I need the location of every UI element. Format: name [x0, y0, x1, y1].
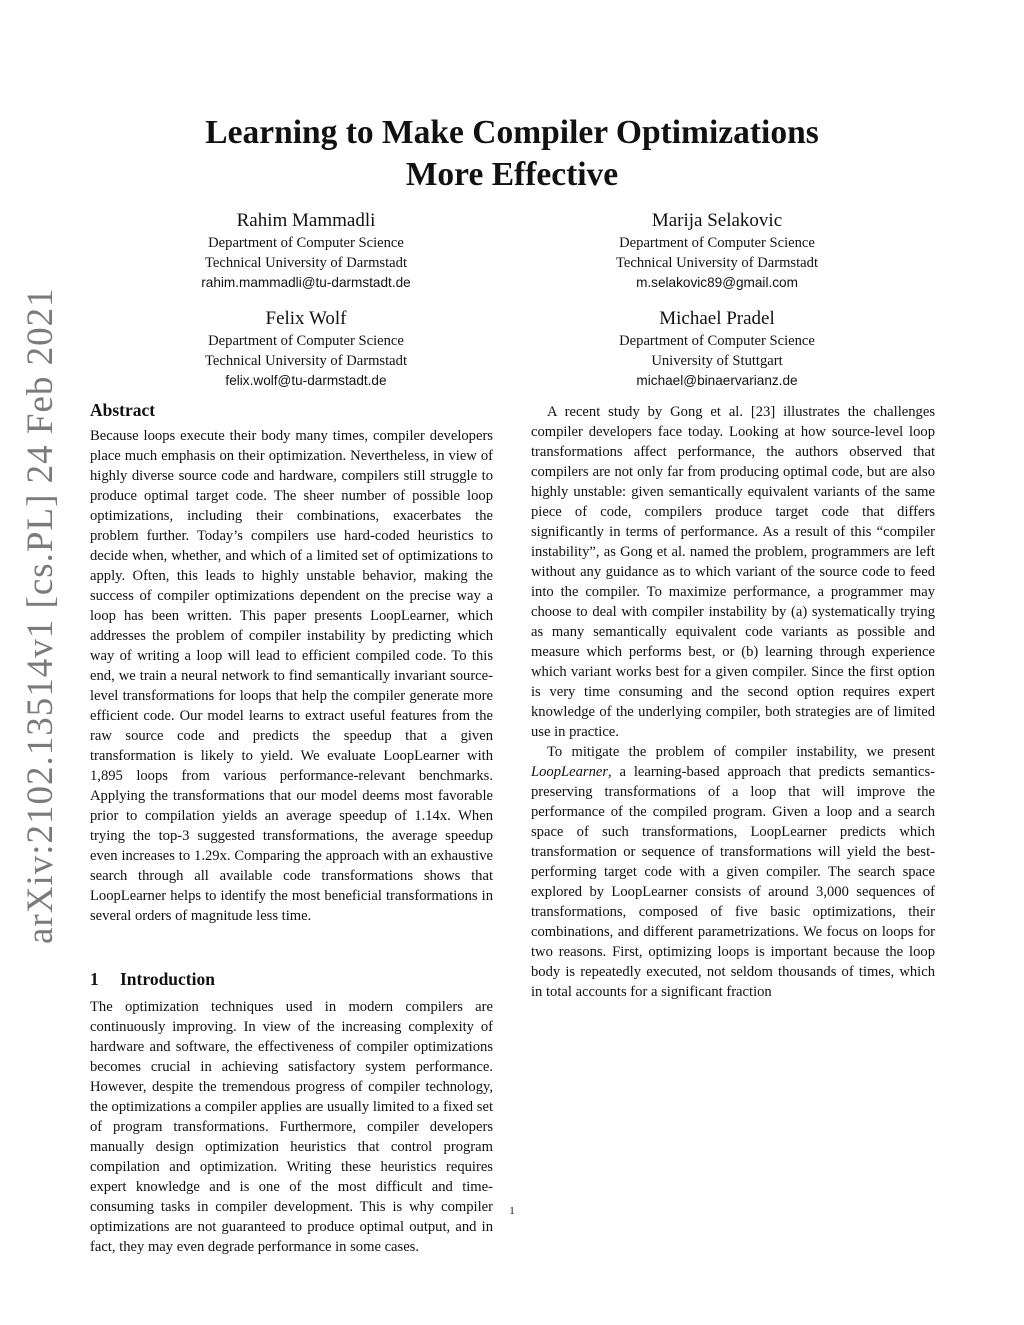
right-column [531, 402, 935, 1002]
author-email: michael@binaervarianz.de [636, 373, 798, 388]
section-title: Introduction [120, 969, 215, 989]
author-email: m.selakovic89@gmail.com [636, 275, 798, 290]
paragraph-text: , a learning-based approach that predicts semantics-preserving transformations of a loop that will improve the performance of the compiled program. Given a loop and a search space of such transformations, LoopLearner predicts which transformation or sequence of transformations will yield the best-performing target code with a given compiler. The search space explored by LoopLearner consists of around 3,000 sequences of transformations, composed of five basic optimizations, their combinations, and different parametrizations. We focus on loops for two reasons. First, optimizing loops is important because the loop body is repeatedly executed, not seldom thousands of times, which in total accounts for a significant fraction [531, 764, 935, 1000]
author-block-4 [507, 307, 927, 391]
author-block-3 [96, 307, 516, 391]
author-institution: University of Stuttgart [651, 353, 783, 369]
system-name: LoopLearner [531, 764, 609, 780]
section-number: 1 [90, 969, 99, 989]
author-department: Department of Computer Science [619, 235, 815, 251]
author-block-2 [507, 209, 927, 293]
page-number: 1 [509, 1205, 515, 1217]
left-column [90, 398, 493, 1257]
paragraph-text: To mitigate the problem of compiler instability, we present [547, 744, 935, 760]
paper-title [90, 112, 934, 196]
abstract-text: Because loops execute their body many times, compiler developers place much emphasis on their optimization. Nevertheless, in view of highly diverse source code and hardware, compilers still struggle to produce optimal target code. The sheer number of possible loop optimizations, including their combinations, exacerbates the problem further. Today’s compilers use hard-coded heuristics to decide when, whether, and which of a limited set of optimizations to apply. Often, this leads to highly unstable behavior, making the success of compiler optimizations dependent on the precise way a loop has been written. This paper presents LoopLearner, which addresses the problem of compiler instability by predicting which way of writing a loop will lead to efficient compiled code. To this end, we train a neural network to find semantically invariant source-level transformations for loops that help the compiler generate more efficient code. Our model learns to extract useful features from the raw source code and predicts the speedup that a given transformation is likely to yield. We evaluate LoopLearner with 1,895 loops from various performance-relevant benchmarks. Applying the transformations that our model deems most favorable prior to compilation yields an average speedup of 1.14x. When trying the top-3 suggested transformations, the average speedup even increases to 1.29x. Comparing the approach with an exhaustive search through all available code transformations shows that LoopLearner helps to identify the most beneficial transformations in several orders of magnitude less time. [90, 428, 493, 924]
author-department: Department of Computer Science [208, 333, 404, 349]
author-institution: Technical University of Darmstadt [204, 255, 407, 271]
author-block-1 [96, 209, 516, 293]
title-line-1: Learning to Make Compiler Optimizations [205, 114, 819, 151]
arxiv-identifier: arXiv:2102.13514v1 [cs.PL] 24 Feb 2021 [20, 287, 61, 944]
abstract-heading: Abstract [90, 400, 156, 420]
title-line-2: More Effective [405, 156, 619, 193]
section-heading-introduction [90, 967, 493, 991]
intro-paragraph-2: A recent study by Gong et al. [23] illustrates the challenges compiler developers face today. Looking at how source-level loop transformations affect performance, the authors observed that compilers are not only far from producing optimal code, but are also highly unstable: given semantically equivalent variants of the same piece of code, compilers produce target code that differs significantly in terms of performance. As a result of this “compiler instability”, as Gong et al. named the problem, programmers are left without any guidance as to which variant of the source code to feed into the compiler. To maximize performance, a programmer may choose to deal with compiler instability by (a) systematically trying as many semantically equivalent code variants as possible and measure which performs best, or (b) learning through experience which variant works best for a given compiler. Since the first option is very time consuming and the second option requires expert knowledge of the underlying compiler, both strategies are of limited use in practice. [531, 404, 935, 740]
intro-paragraph-1: The optimization techniques used in modern compilers are continuously improving. In view of the increasing complexity of hardware and software, the effectiveness of compiler optimizations becomes crucial in achieving satisfactory system performance. However, despite the tremendous progress of compiler technology, the optimizations a compiler applies are usually limited to a fixed set of program transformations. Furthermore, compiler developers manually design optimization heuristics that control program compilation and optimization. Writing these heuristics requires expert knowledge and is one of the most difficult and time-consuming tasks in compiler development. This is why compiler optimizations are not guaranteed to produce optimal output, and in fact, they may even degrade performance in some cases. [90, 999, 493, 1255]
author-institution: Technical University of Darmstadt [204, 353, 407, 369]
author-email: rahim.mammadli@tu-darmstadt.de [201, 275, 411, 290]
intro-paragraph-3 [531, 742, 935, 1002]
author-department: Department of Computer Science [208, 235, 404, 251]
author-name: Felix Wolf [265, 308, 347, 329]
author-name: Michael Pradel [659, 308, 775, 329]
author-institution: Technical University of Darmstadt [615, 255, 818, 271]
author-name: Rahim Mammadli [236, 210, 376, 231]
author-email: felix.wolf@tu-darmstadt.de [225, 373, 387, 388]
author-department: Department of Computer Science [619, 333, 815, 349]
author-name: Marija Selakovic [651, 210, 783, 231]
